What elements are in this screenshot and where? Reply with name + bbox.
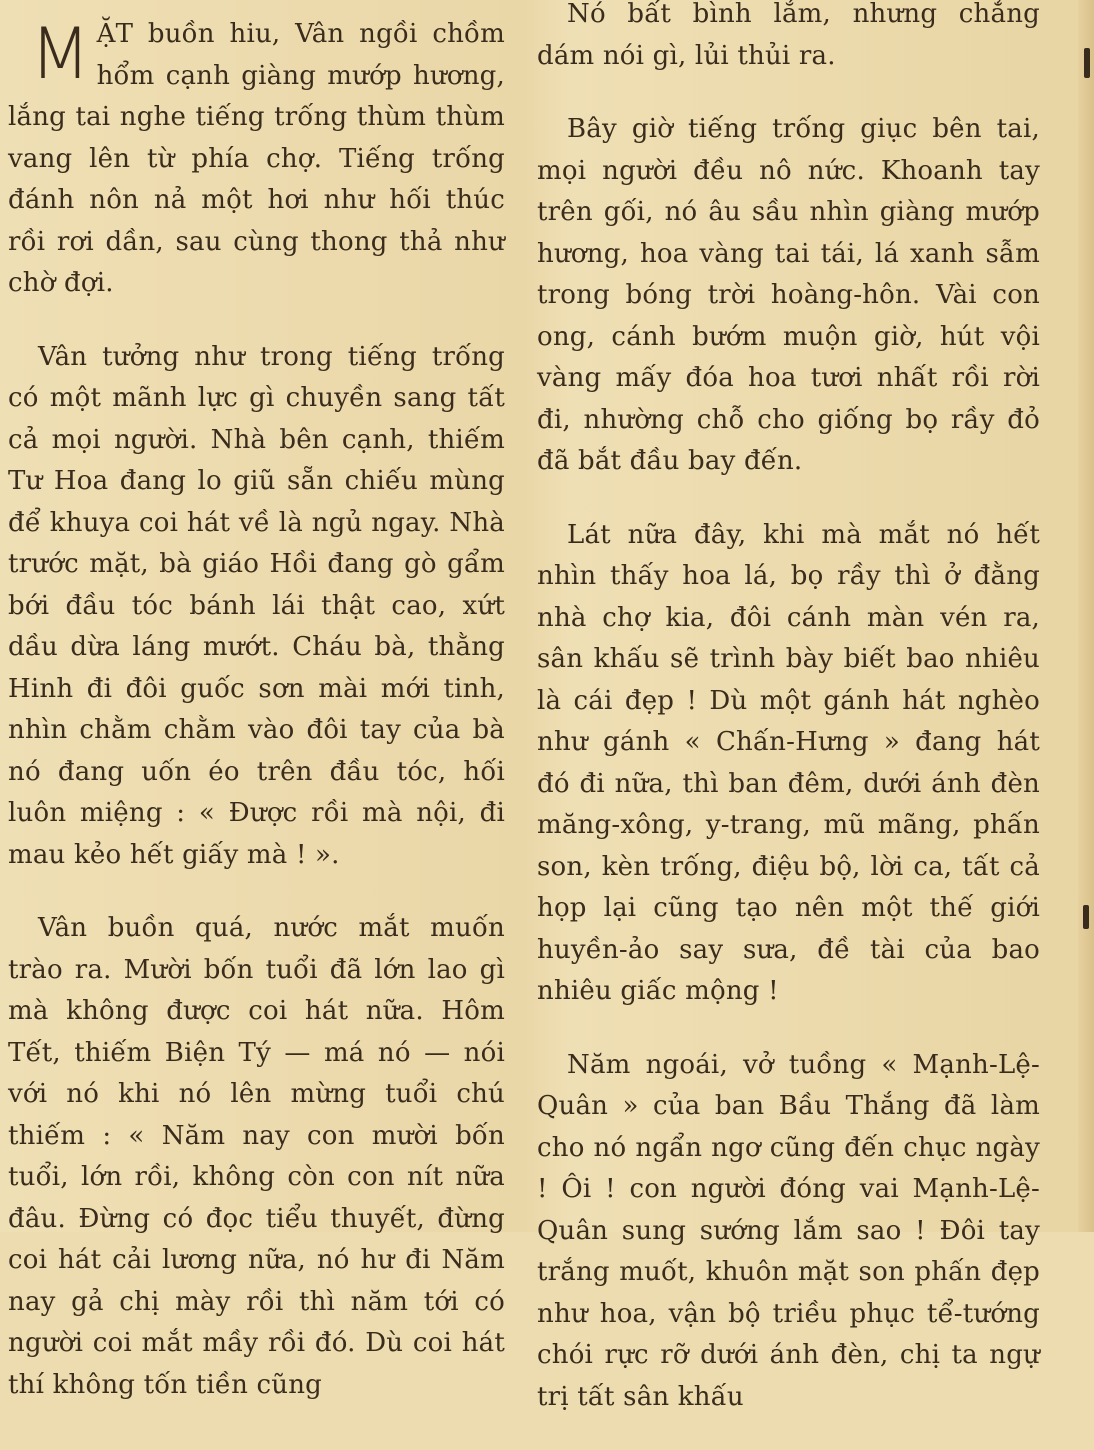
paragraph-2: Vân tưởng như trong tiếng trống có một mãnh lực gì chuyền sang tất cả mọi người. Nhà bên cạnh, thiếm Tư Hoa đang lo giũ sẵn chiếu mùng để khuya coi hát về là ngủ ngay. Nhà trước mặt, bà giáo Hồi đang gò gẩm bới đầu tóc bánh lái thật cao, xứt dầu dừa láng mướt. Cháu bà, thằng Hinh đi đôi guốc sơn mài mới tinh, nhìn chằm chằm vào đôi tay của bà nó đang uốn éo trên đầu tóc, hối luôn miệng : « Được rồi mà nội, đi mau kẻo hết giấy mà ! ». <box>8 341 505 870</box>
edge-mark <box>1083 905 1089 929</box>
right-column <box>537 0 1040 1450</box>
edge-mark <box>1084 48 1090 78</box>
paragraph-5: Bây giờ tiếng trống giục bên tai, mọi người đều nô nức. Khoanh tay trên gối, nó âu sầu nhìn giàng mướp hương, hoa vàng tai tái, lá xanh sẫm trong bóng trời hoàng-hôn. Vài con ong, cánh bướm muộn giờ, hút vội vàng mấy đóa hoa tươi nhất rồi rời đi, nhường chỗ cho giống bọ rầy đỏ đã bắt đầu bay đến. <box>537 114 1040 476</box>
paragraph-3: Vân buồn quá, nước mắt muốn trào ra. Mười bốn tuổi đã lớn lao gì mà không được coi hát nữa. Hôm Tết, thiếm Biện Tý — má nó — nói với nó khi nó lên mừng tuổi chú thiếm : « Năm nay con mười bốn tuổi, lớn rồi, không còn con nít nữa đâu. Đừng có đọc tiểu thuyết, đừng coi hát cải lương nữa, nó hư đi Năm nay gả chị mày rồi thì năm tới có người coi mắt mầy rồi đó. Dù coi hát thí không tốn tiền cũng <box>8 913 505 1400</box>
drop-cap: M <box>30 13 91 95</box>
paragraph-1 <box>8 14 505 305</box>
left-column <box>8 0 505 1438</box>
paragraph-7: Năm ngoái, vở tuồng « Mạnh-Lệ-Quân » của ban Bầu Thắng đã làm cho nó ngẩn ngơ cũng đến chục ngày ! Ôi ! con người đóng vai Mạnh-Lệ-Quân sung sướng lắm sao ! Đôi tay trắng muốt, khuôn mặt son phấn đẹp như hoa, vận bộ triều phục tể-tướng chói rực rỡ dưới ánh đèn, chị ta ngự trị tất sân khấu <box>537 1049 1040 1412</box>
page-edge <box>1078 0 1094 1232</box>
paragraph-4: Nó bất bình lắm, nhưng chẳng dám nói gì, lủi thủi ra. <box>537 0 1040 71</box>
paragraph-1-text: ẶT buồn hiu, Vân ngồi chồm hổm cạnh giàng mướp hương, lắng tai nghe tiếng trống thùm thùm vang lên từ phía chợ. Tiếng trống đánh nôn nả một hơi như hối thúc rồi rơi dần, sau cùng thong thả như chờ đợi. <box>8 19 505 298</box>
paragraph-6: Lát nữa đây, khi mà mắt nó hết nhìn thấy hoa lá, bọ rầy thì ở đằng nhà chợ kia, đôi cánh màn vén ra, sân khấu sẽ trình bày biết bao nhiêu là cái đẹp ! Dù một gánh hát nghèo như gánh « Chấn-Hưng » đang hát đó đi nữa, thì ban đêm, dưới ánh đèn măng-xông, y-trang, mũ mãng, phấn son, kèn trống, điệu bộ, lời ca, tất cả họp lại cũng tạo nên một thế giới huyền-ảo say sưa, đề tài của bao nhiêu giấc mộng ! <box>537 519 1040 1006</box>
